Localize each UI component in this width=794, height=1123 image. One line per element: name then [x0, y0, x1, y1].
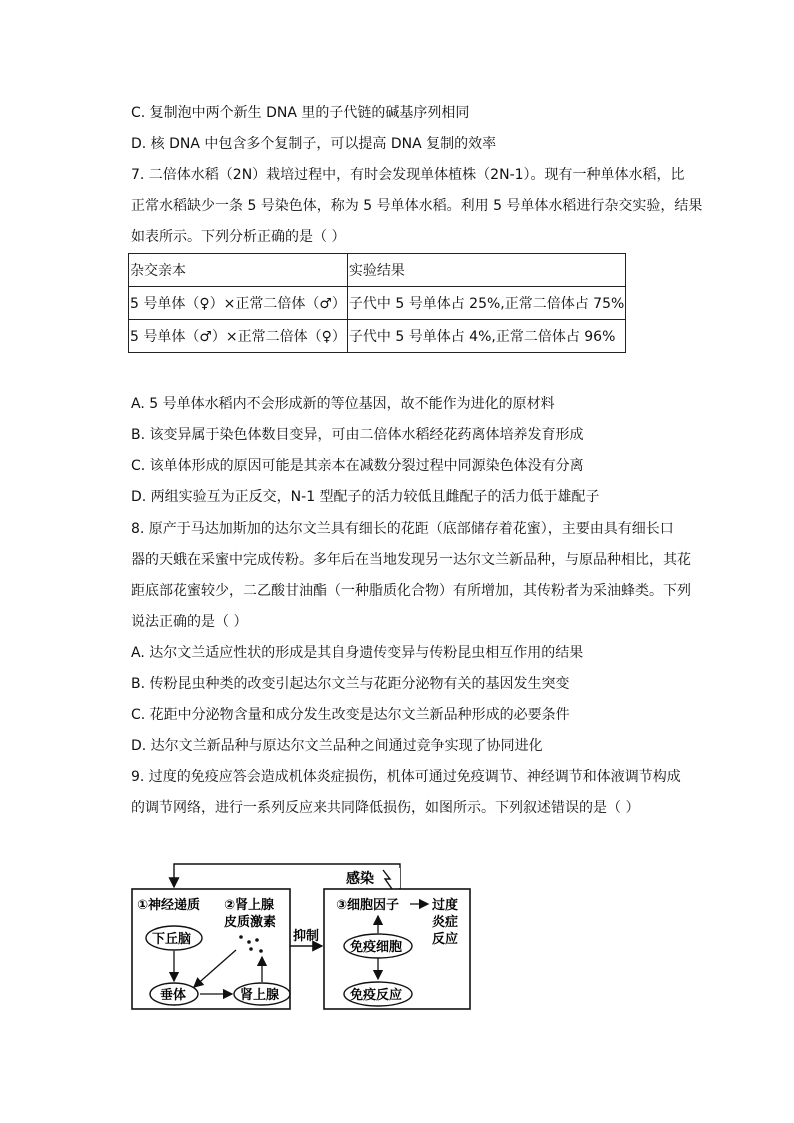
- immune-response-label: 免疫反应: [350, 988, 403, 1003]
- q7-option-b: B. 该变异属于染色体数目变异，可由二倍体水稻经花药离体培养发育形成: [131, 427, 584, 443]
- table-header-results: 实验结果: [347, 254, 625, 287]
- inflammation-label-3: 反应: [432, 932, 459, 947]
- q7-stem-line-2: 正常水稻缺少一条 5 号染色体，称为 5 号单体水稻。利用 5 号单体水稻进行杂交实验，结果: [131, 198, 703, 214]
- pituitary-label: 垂体: [160, 988, 187, 1003]
- q8-option-b: B. 传粉昆虫种类的改变引起达尔文兰与花距分泌物有关的基因发生突变: [131, 676, 570, 692]
- q8-stem-line-2: 器的天蛾在采蜜中完成传粉。多年后在当地发现另一达尔文兰新品种，与原品种相比，其花: [131, 552, 691, 568]
- q7-stem-line-1: 7. 二倍体水稻（2N）栽培过程中，有时会发现单体植株（2N-1）。现有一种单体水稻，比: [131, 167, 685, 183]
- hormone-dot: [259, 949, 263, 953]
- q6-option-c: C. 复制泡中两个新生 DNA 里的子代链的碱基序列相同: [131, 105, 470, 121]
- table-row: [129, 320, 626, 353]
- table-header-parents: 杂交亲本: [129, 254, 348, 287]
- table-cell: 5 号单体（♀）×正常二倍体（♂）: [129, 287, 348, 320]
- table-row: [129, 287, 626, 320]
- adrenal-label: 肾上腺: [240, 988, 280, 1003]
- q8-option-d: D. 达尔文兰新品种与原达尔文兰品种之间通过竞争实现了协同进化: [131, 738, 543, 754]
- neurotransmitter-label: ①神经递质: [137, 898, 201, 913]
- adrenal-hormone-label-1: ②肾上腺: [224, 898, 275, 913]
- table-header-row: [129, 254, 626, 287]
- table-cell: 子代中 5 号单体占 25%,正常二倍体占 75%: [347, 287, 625, 320]
- q7-option-d: D. 两组实验互为正反交，N-1 型配子的活力较低且雌配子的活力低于雄配子: [131, 489, 600, 505]
- cytokine-label: ③细胞因子: [336, 898, 400, 913]
- immune-cell-label: 免疫细胞: [350, 940, 403, 955]
- inflammation-label-2: 炎症: [432, 915, 459, 930]
- q8-option-c: C. 花距中分泌物含量和成分发生改变是达尔文兰新品种形成的必要条件: [131, 707, 570, 723]
- q7-option-c: C. 该单体形成的原因可能是其亲本在减数分裂过程中同源染色体没有分离: [131, 458, 584, 474]
- table-cell: 子代中 5 号单体占 4%,正常二倍体占 96%: [347, 320, 625, 353]
- infection-label: 感染: [346, 871, 374, 887]
- hormone-dot: [249, 947, 253, 951]
- hypothalamus-label: 下丘脑: [152, 932, 192, 947]
- cross-experiment-table: [128, 253, 626, 353]
- table-cell: 5 号单体（♂）×正常二倍体（♀）: [129, 320, 348, 353]
- q9-stem-line-2: 的调节网络，进行一系列反应来共同降低损伤，如图所示。下列叙述错误的是（ ）: [131, 800, 640, 816]
- inhibit-label: 抑制: [293, 929, 320, 944]
- hormone-dot: [255, 938, 259, 942]
- q8-option-a: A. 达尔文兰适应性状的形成是其自身遗传变异与传粉昆虫相互作用的结果: [131, 645, 584, 661]
- adrenal-hormone-label-2: 皮质激素: [224, 915, 277, 930]
- q8-stem-line-3: 距底部花蜜较少，二乙酸甘油酯（一种脂质化合物）有所增加，其传粉者为采油蜂类。下列: [131, 583, 691, 599]
- q9-stem-line-1: 9. 过度的免疫应答会造成机体炎症损伤，机体可通过免疫调节、神经调节和体液调节构成: [131, 769, 681, 785]
- q8-stem-line-4: 说法正确的是（ ）: [131, 614, 248, 630]
- hormone-feedback-arrow: [194, 950, 236, 987]
- q7-option-a: A. 5 号单体水稻内不会形成新的等位基因，故不能作为进化的原材料: [131, 396, 555, 412]
- regulation-network-diagram: [128, 860, 478, 1018]
- hormone-dot: [247, 940, 251, 944]
- hormone-dot: [239, 935, 243, 939]
- q6-option-d: D. 核 DNA 中包含多个复制子，可以提高 DNA 复制的效率: [131, 136, 497, 152]
- q8-stem-line-1: 8. 原产于马达加斯加的达尔文兰具有细长的花距（底部储存着花蜜），主要由具有细长口: [131, 521, 674, 537]
- inflammation-label-1: 过度: [432, 898, 459, 913]
- q7-stem-line-3: 如表所示。下列分析正确的是（ ）: [131, 229, 346, 245]
